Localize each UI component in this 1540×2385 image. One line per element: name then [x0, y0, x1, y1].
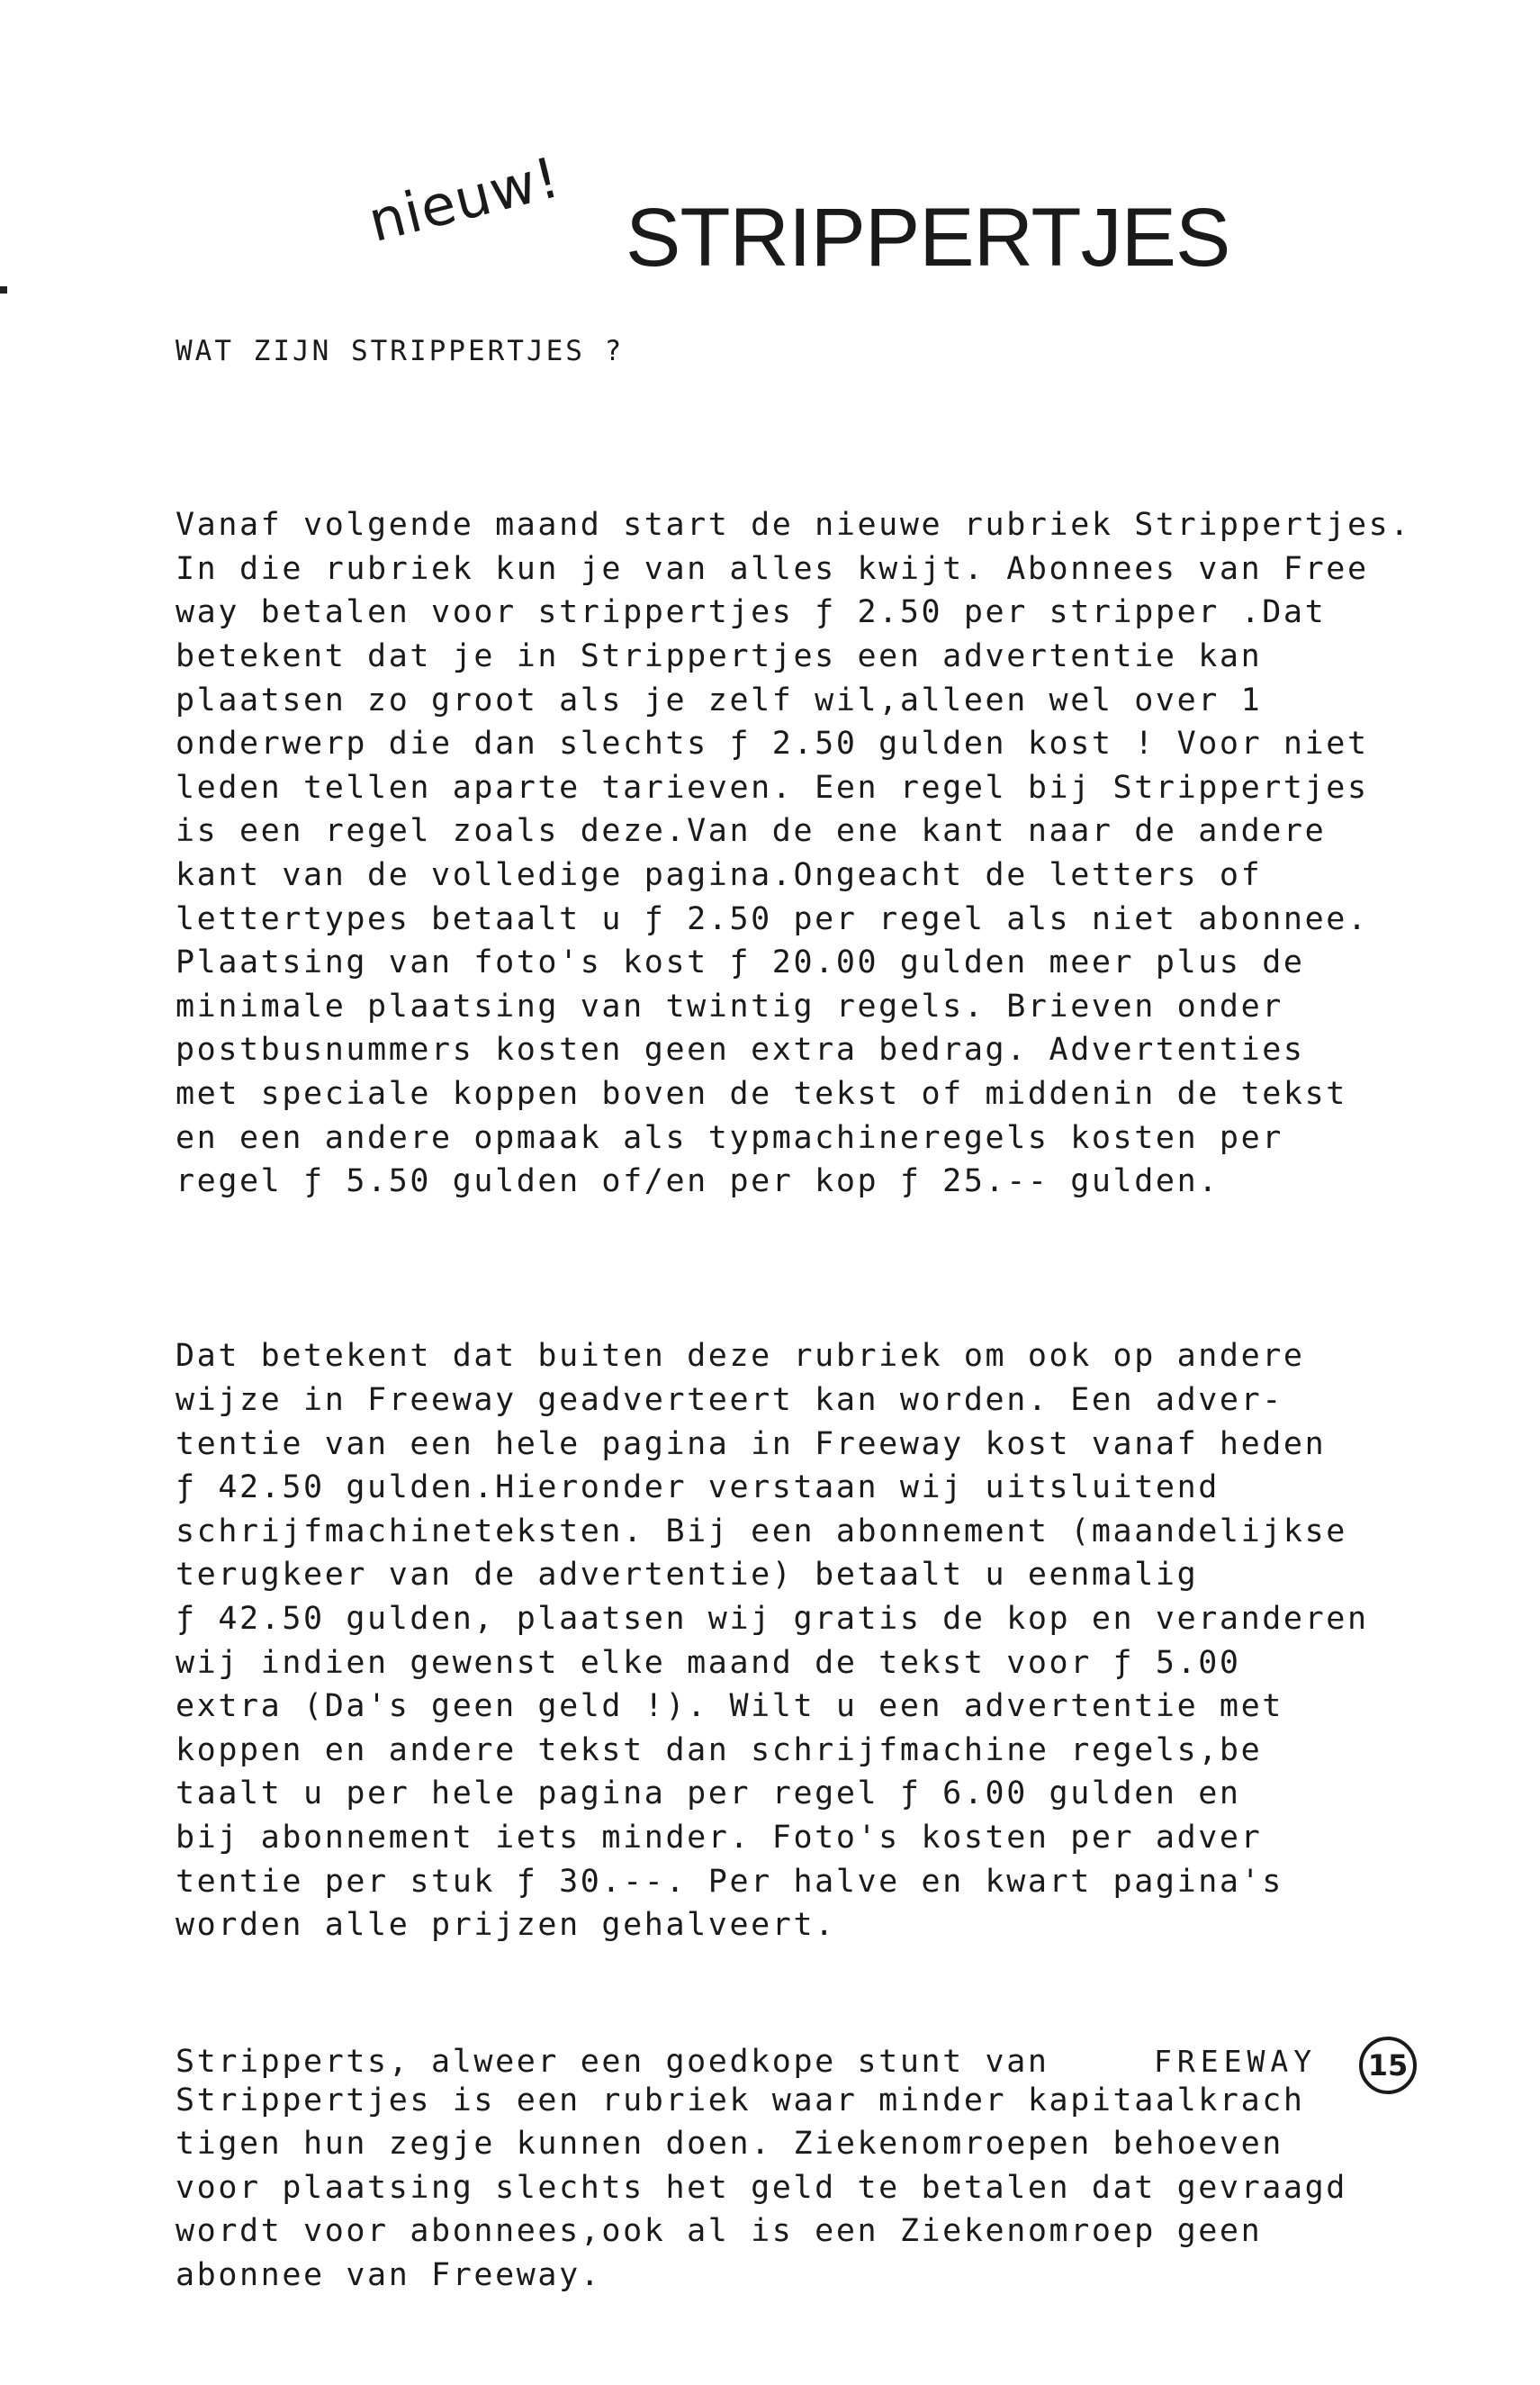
title-prefix: nieuw!	[362, 144, 567, 255]
text-line: postbusnummers kosten geen extra bedrag. Advertenties	[176, 1032, 1305, 1069]
text-line: worden alle prijzen gehalveert.	[176, 1907, 836, 1944]
text-line: kant van de volledige pagina.Ongeacht de letters of	[176, 856, 1263, 893]
text-line: voor plaatsing slechts het geld te betalen dat gevraagd	[176, 2169, 1347, 2206]
text-line: leden tellen aparte tarieven. Een regel bij Strippertjes	[176, 769, 1369, 806]
body-text	[176, 416, 1472, 2385]
text-line: lettertypes betaalt u ƒ 2.50 per regel als niet abonnee.	[176, 900, 1369, 937]
text-line: Plaatsing van foto's kost ƒ 20.00 gulden meer plus de	[176, 944, 1305, 981]
text-line: ƒ 42.50 gulden, plaatsen wij gratis de kop en veranderen	[176, 1601, 1369, 1638]
section-heading: WAT ZIJN STRIPPERTJES ?	[176, 335, 625, 367]
closing-brand: FREEWAY	[1154, 2044, 1318, 2079]
text-line: tigen hun zegje kunnen doen. Ziekenomroepen behoeven	[176, 2126, 1283, 2163]
page-title: STRIPPERTJES	[626, 192, 1230, 284]
text-line: is een regel zoals deze.Van de ene kant naar de andere	[176, 813, 1327, 850]
text-line: koppen en andere tekst dan schrijfmachine regels,be	[176, 1731, 1263, 1768]
text-line: tentie per stuk ƒ 30.--. Per halve en kwart pagina's	[176, 1863, 1283, 1900]
text-line: wij indien gewenst elke maand de tekst voor ƒ 5.00	[176, 1644, 1241, 1681]
text-line: ƒ 42.50 gulden.Hieronder verstaan wij uitsluitend	[176, 1469, 1220, 1506]
text-line: betekent dat je in Strippertjes een advertentie kan	[176, 637, 1263, 674]
paragraph-3	[176, 2079, 1472, 2298]
title-block	[362, 144, 1230, 306]
text-line: met speciale koppen boven de tekst of middenin de tekst	[176, 1075, 1347, 1112]
text-line: Vanaf volgende maand start de nieuwe rubriek Strippertjes.	[176, 507, 1411, 544]
text-line: tentie van een hele pagina in Freeway kost vanaf heden	[176, 1425, 1327, 1462]
text-line: schrijfmachineteksten. Bij een abonnement (maandelijkse	[176, 1513, 1347, 1549]
scan-edge-mark	[0, 286, 7, 294]
text-line: Strippertjes is een rubriek waar minder kapitaalkrach	[176, 2082, 1305, 2118]
text-line: way betalen voor strippertjes ƒ 2.50 per stripper .Dat	[176, 594, 1327, 631]
paragraph-2	[176, 1334, 1472, 1947]
text-line: minimale plaatsing van twintig regels. Brieven onder	[176, 988, 1283, 1025]
text-line: plaatsen zo groot als je zelf wil,alleen wel over 1	[176, 682, 1263, 718]
text-line: en een andere opmaak als typmachineregels kosten per	[176, 1119, 1283, 1156]
text-line: extra (Da's geen geld !). Wilt u een advertentie met	[176, 1688, 1283, 1725]
text-line: onderwerp die dan slechts ƒ 2.50 gulden kost ! Voor niet	[176, 726, 1369, 763]
text-line: In die rubriek kun je van alles kwijt. Abonnees van Free	[176, 550, 1369, 587]
text-line: Dat betekent dat buiten deze rubriek om ook op andere	[176, 1338, 1305, 1375]
text-line: regel ƒ 5.50 gulden of/en per kop ƒ 25.-- gulden.	[176, 1163, 1220, 1200]
closing-line: Stripperts, alweer een goedkope stunt van	[176, 2044, 1049, 2080]
text-line: bij abonnement iets minder. Foto's kosten per adver	[176, 1820, 1263, 1856]
text-line: terugkeer van de advertentie) betaalt u eenmalig	[176, 1557, 1199, 1594]
paragraph-1	[176, 503, 1472, 1204]
page-number: 15	[1359, 2037, 1417, 2094]
text-line: taalt u per hele pagina per regel ƒ 6.00 gulden en	[176, 1775, 1241, 1812]
text-line: wordt voor abonnees,ook al is een Ziekenomroep geen	[176, 2213, 1263, 2250]
text-line: wijze in Freeway geadverteert kan worden. Een adver-	[176, 1382, 1283, 1419]
text-line: abonnee van Freeway.	[176, 2256, 602, 2293]
